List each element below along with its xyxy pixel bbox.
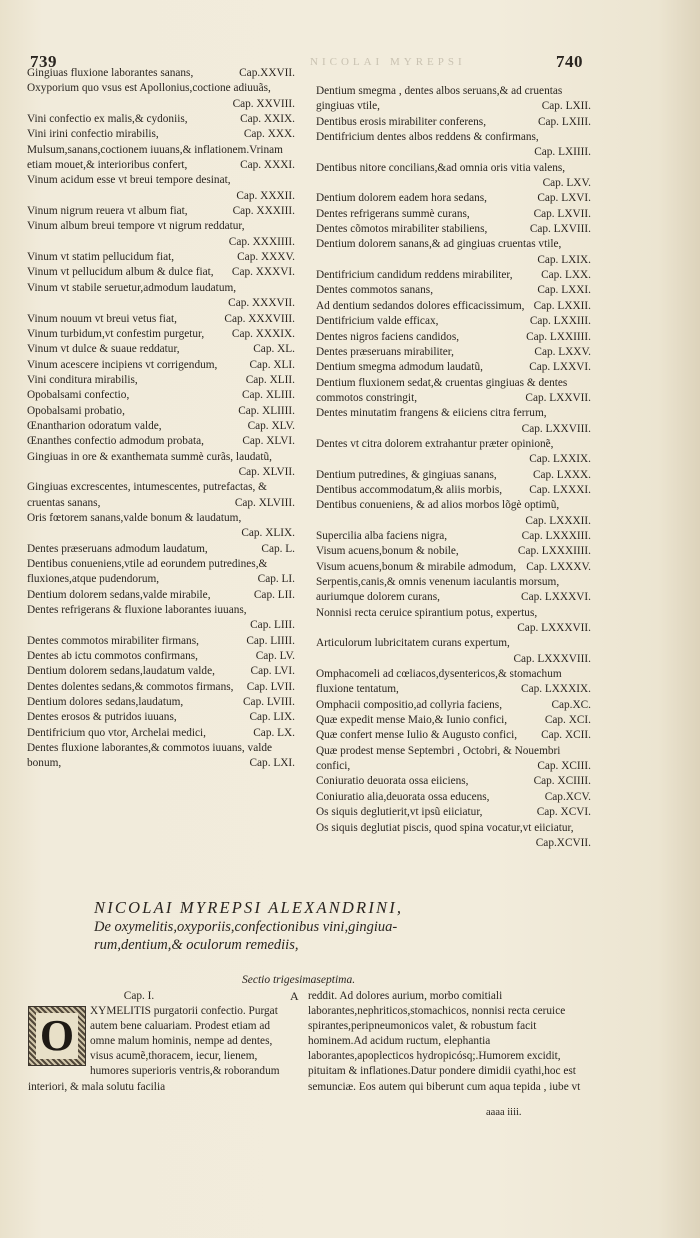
entry-text: Dentibus erosis mirabiliter conferens, bbox=[316, 115, 487, 128]
contents-entry bbox=[316, 130, 591, 161]
entry-chapter: Cap. LVII. bbox=[246, 680, 295, 693]
entry-text: Vini conditura mirabilis, bbox=[27, 373, 138, 386]
entry-text: Dentium dolorem sedans,laudatum valde, bbox=[27, 665, 215, 678]
entry-chapter: Cap. LXII. bbox=[541, 100, 591, 113]
contents-entry bbox=[316, 728, 591, 743]
entry-text: Dentibus accommodatum,& aliis morbis, bbox=[316, 483, 503, 496]
entry-text: Oris fœtorem sanans,valde bonum & laudatum, bbox=[27, 511, 242, 524]
contents-entry bbox=[316, 636, 591, 667]
contents-entry bbox=[316, 744, 591, 775]
entry-chapter: Cap. LXVII. bbox=[533, 207, 591, 220]
entry-text: Dentium dolorem eadem hora sedans, bbox=[316, 192, 487, 205]
contents-entry bbox=[27, 265, 295, 280]
entry-text: Supercilia alba faciens nigra, bbox=[316, 529, 448, 542]
entry-text: Dentes erosos & putridos iuuans, bbox=[27, 711, 177, 724]
entry-chapter: Cap. XCIII. bbox=[537, 760, 591, 773]
entry-chapter: Cap. LXI. bbox=[249, 757, 295, 770]
entry-chapter: Cap. XCII. bbox=[541, 729, 591, 742]
contents-entry bbox=[316, 575, 591, 606]
contents-entry bbox=[27, 388, 295, 403]
entry-text: Dentium dolores sedans,laudatum, bbox=[27, 696, 184, 709]
contents-entry bbox=[27, 710, 295, 725]
entry-chapter: Cap. LXX. bbox=[541, 269, 591, 282]
contents-entry bbox=[316, 161, 591, 192]
entry-chapter: Cap. LXXII. bbox=[533, 299, 591, 312]
contents-entry bbox=[316, 698, 591, 713]
contents-entry bbox=[316, 360, 591, 375]
entry-text: Dentifricium candidum reddens mirabiliter, bbox=[316, 269, 513, 282]
entry-chapter: Cap. XCVI. bbox=[536, 806, 591, 819]
entry-text: Visum acuens,bonum & nobile, bbox=[316, 545, 459, 558]
contents-entry bbox=[27, 250, 295, 265]
entry-chapter: Cap. XLIIII. bbox=[238, 404, 295, 417]
entry-text: Os siquis deglutiat piscis, quod spina vocatur,vt eiiciatur, bbox=[316, 821, 574, 834]
entry-text: Ad dentium sedandos dolores efficacissimum, bbox=[316, 299, 525, 312]
entry-chapter: Cap. XXXVIII. bbox=[224, 312, 295, 325]
signature-mark: aaaa iiii. bbox=[486, 1107, 522, 1118]
entry-chapter: Cap. XLIII. bbox=[241, 389, 295, 402]
entry-text: Dentium dolorem sedans,valde mirabile, bbox=[27, 588, 211, 601]
entry-chapter: Cap. LXIX. bbox=[537, 253, 591, 266]
contents-entry bbox=[316, 406, 591, 437]
entry-chapter: Cap. LXXIII. bbox=[529, 315, 591, 328]
section-title: NICOLAI MYREPSI ALEXANDRINI, bbox=[94, 898, 404, 917]
entry-text: Dentium smegma admodum laudatũ, bbox=[316, 361, 483, 374]
entry-text: Vini confectio ex malis,& cydoniis, bbox=[27, 113, 188, 126]
contents-entry bbox=[27, 557, 295, 588]
entry-text: Gingiuas fluxione laborantes sanans, bbox=[27, 67, 194, 79]
contents-entry bbox=[316, 437, 591, 468]
entry-chapter: Cap. LXXVIII. bbox=[521, 422, 591, 435]
contents-entry bbox=[316, 283, 591, 298]
entry-chapter: Cap. XXXI. bbox=[240, 159, 295, 172]
contents-entry bbox=[27, 312, 295, 327]
entry-chapter: Cap. LXXVII. bbox=[525, 391, 591, 404]
entry-chapter: Cap. XL. bbox=[253, 343, 295, 356]
entry-text: Vinum turbidum,vt confestim purgetur, bbox=[27, 327, 205, 340]
entry-text: Dentes vt citra dolorem extrahantur præter opinionẽ, bbox=[316, 437, 554, 450]
entry-text: Vinum album breui tempore vt nigrum reddatur, bbox=[27, 220, 245, 233]
entry-text: Nonnisi recta ceruice spirantium potus, expertus, bbox=[316, 606, 538, 619]
contents-entry bbox=[27, 281, 295, 312]
section-subtitle-line2: rum,dentium,& oculorum remediis, bbox=[94, 937, 299, 953]
contents-entry bbox=[27, 219, 295, 250]
contents-entry bbox=[27, 358, 295, 373]
entry-chapter: Cap. LXIII. bbox=[537, 115, 591, 128]
contents-entry bbox=[27, 419, 295, 434]
contents-entry bbox=[27, 726, 295, 741]
body-text-right: reddit. Ad dolores aurium, morbo comitiali laborantes,nephriticos,stomachicos, nonnisi recta ceruice spirantes,peripneumonicos valet, & robustum facit hominem.Ad acidum ructum, elephantia laborantes,apoplecticos hydropicósq;.Humorem excidit, pituitam & inflationes.Datur pondere dimidii cyathi,hoc est semunciæ. Eos autem qui biberunt cum aqua tepida , iube vt bbox=[308, 990, 581, 1093]
entry-text: Dentes nigros faciens candidos, bbox=[316, 330, 460, 343]
entry-text: Omphacomeli ad cœliacos,dysentericos,& stomachum fluxione tentatum, bbox=[316, 668, 562, 696]
contents-entry bbox=[316, 498, 591, 529]
contents-entry bbox=[316, 606, 591, 637]
entry-chapter: Cap. L. bbox=[261, 542, 295, 555]
entry-text: Dentes ab ictu commotos confirmans, bbox=[27, 650, 198, 663]
contents-entry bbox=[27, 649, 295, 664]
entry-chapter: Cap. XLVII. bbox=[238, 465, 295, 478]
entry-text: Dentium putredines, & gingiuas sanans, bbox=[316, 468, 497, 481]
entry-text: Dentibus conueniens,vtile ad eorundem putredines,& fluxiones,atque pudendorum, bbox=[27, 558, 268, 586]
entry-chapter: Cap. LXXXVII. bbox=[517, 622, 591, 635]
entry-chapter: Cap. XCIIII. bbox=[533, 775, 591, 788]
entry-chapter: Cap. XCI. bbox=[544, 714, 591, 727]
entry-chapter: Cap. XXXIIII. bbox=[228, 235, 295, 248]
entry-text: Dentibus nitore concilians,&ad omnia oris vitia valens, bbox=[316, 161, 566, 174]
contents-left-column bbox=[27, 66, 295, 772]
entry-chapter: Cap. LXXXV. bbox=[526, 560, 591, 573]
entry-chapter: Cap. XXXVII. bbox=[228, 297, 295, 310]
contents-entry bbox=[27, 603, 295, 634]
contents-entry bbox=[27, 404, 295, 419]
entry-chapter: Cap. LXXXIII. bbox=[521, 529, 591, 542]
entry-text: Quæ expedit mense Maio,& Iunio confici, bbox=[316, 714, 508, 727]
contents-entry bbox=[27, 143, 295, 174]
running-head: NICOLAI MYREPSI bbox=[310, 56, 466, 68]
body-left-column bbox=[28, 989, 290, 1095]
entry-chapter: Cap. LXXI. bbox=[537, 284, 591, 297]
contents-entry bbox=[27, 480, 295, 511]
contents-entry bbox=[316, 345, 591, 360]
entry-chapter: Cap. XLVI. bbox=[242, 435, 295, 448]
entry-chapter: Cap. LXVIII. bbox=[529, 223, 591, 236]
entry-chapter: Cap. XXXIII. bbox=[232, 205, 295, 218]
entry-chapter: Cap.XXVII. bbox=[239, 67, 295, 79]
entry-chapter: Cap. XLIX. bbox=[241, 527, 295, 540]
entry-chapter: Cap. XXXVI. bbox=[231, 266, 295, 279]
contents-entry bbox=[316, 299, 591, 314]
entry-text: Vini irini confectio mirabilis, bbox=[27, 128, 159, 141]
page-number-left: 739 bbox=[30, 52, 57, 71]
entry-text: Dentes minutatim frangens & eiiciens citra ferrum, bbox=[316, 407, 547, 420]
entry-text: Dentes cõmotos mirabiliter stabiliens, bbox=[316, 223, 488, 236]
contents-entry bbox=[316, 774, 591, 789]
entry-text: Coniuratio alia,deuorata ossa educens, bbox=[316, 790, 490, 803]
entry-text: Mulsum,sanans,coctionem iuuans,& inflationem.Vrinam etiam mouet,& interioribus confert, bbox=[27, 143, 283, 172]
entry-text: Os siquis deglutierit,vt ipsũ eiiciatur, bbox=[316, 806, 483, 819]
contents-entry bbox=[27, 542, 295, 557]
entry-text: Dentes fluxione laborantes,& commotos iuuans, valde bonum, bbox=[27, 742, 273, 770]
section-heading bbox=[94, 898, 594, 986]
body-text-left: XYMELITIS purgatorii confectio. Purgat autem bene caluariam. Prodest etiam ad omne malum hominis, nempe ad dentes, visus acumẽ,thoracem, iecur, lienem, humores superioris ventris,& roborandum interiori, & mala solutu facilia bbox=[28, 1005, 280, 1093]
contents-entry bbox=[316, 529, 591, 544]
entry-chapter: Cap. XLVIII. bbox=[234, 496, 295, 509]
contents-entry bbox=[27, 680, 295, 695]
contents-entry bbox=[27, 434, 295, 449]
contents-entry bbox=[316, 84, 591, 115]
entry-chapter: Cap. LI. bbox=[257, 573, 295, 586]
contents-entry bbox=[316, 237, 591, 268]
contents-entry bbox=[27, 342, 295, 357]
entry-text: Dentifricium dentes albos reddens & confirmans, bbox=[316, 131, 539, 144]
entry-text: Dentium dolorem sanans,& ad gingiuas cruentas vtile, bbox=[316, 238, 562, 251]
contents-entry bbox=[316, 376, 591, 407]
entry-text: Dentifricium valde efficax, bbox=[316, 315, 439, 328]
contents-entry bbox=[316, 268, 591, 283]
entry-chapter: Cap. LV. bbox=[255, 650, 295, 663]
entry-text: Dentes commotos sanans, bbox=[316, 284, 434, 297]
entry-chapter: Cap. LXXXI. bbox=[529, 483, 591, 496]
entry-text: Dentes præseruans admodum laudatum, bbox=[27, 542, 208, 555]
entry-chapter: Cap. LXXIIII. bbox=[526, 330, 591, 343]
contents-entry bbox=[316, 667, 591, 698]
entry-chapter: Cap. LVIII. bbox=[243, 696, 295, 709]
page-number-right: 740 bbox=[556, 52, 583, 71]
entry-chapter: Cap. XXXII. bbox=[236, 189, 295, 202]
entry-chapter: Cap. LXVI. bbox=[537, 192, 591, 205]
contents-entry bbox=[316, 790, 591, 805]
entry-text: Gingiuas excrescentes, intumescentes, putrefactas, & cruentas sanans, bbox=[27, 481, 267, 509]
entry-text: Dentes refrigerans summè curans, bbox=[316, 207, 470, 220]
entry-chapter: Cap. XXXIX. bbox=[231, 327, 295, 340]
entry-chapter: Cap. LIII. bbox=[250, 619, 295, 632]
entry-text: Œnanthes confectio admodum probata, bbox=[27, 435, 204, 448]
contents-entry bbox=[27, 450, 295, 481]
contents-entry bbox=[316, 560, 591, 575]
contents-entry bbox=[27, 173, 295, 204]
entry-text: Opobalsami probatio, bbox=[27, 404, 125, 417]
entry-text: Quæ prodest mense Septembri , Octobri, & Nouembri confici, bbox=[316, 744, 561, 773]
entry-text: Vinum nigrum reuera vt album fiat, bbox=[27, 205, 188, 218]
entry-text: Dentium smegma , dentes albos seruans,& ad cruentas gingiuas vtile, bbox=[316, 85, 563, 113]
decorated-initial: O bbox=[28, 1006, 86, 1066]
entry-text: Vinum vt statim pellucidum fiat, bbox=[27, 251, 175, 264]
entry-chapter: Cap.XCV. bbox=[544, 790, 591, 803]
contents-entry bbox=[316, 713, 591, 728]
contents-entry bbox=[316, 191, 591, 206]
contents-entry bbox=[27, 81, 295, 112]
entry-chapter: Cap. LXV. bbox=[542, 177, 591, 190]
entry-text: Vinum acescere incipiens vt corrigendum, bbox=[27, 358, 218, 371]
entry-text: Dentes præseruans mirabiliter, bbox=[316, 345, 454, 358]
entry-chapter: Cap. XXIX. bbox=[240, 113, 295, 126]
section-number: Sectio trigesimaseptima. bbox=[242, 974, 356, 986]
contents-entry bbox=[316, 115, 591, 130]
contents-entry bbox=[27, 66, 295, 81]
entry-chapter: Cap. LXXXIX. bbox=[521, 683, 591, 696]
contents-entry bbox=[27, 373, 295, 388]
contents-entry bbox=[27, 741, 295, 772]
contents-entry bbox=[27, 204, 295, 219]
entry-text: Vinum acidum esse vt breui tempore desinat, bbox=[27, 174, 231, 187]
entry-text: Coniuratio deuorata ossa eiiciens, bbox=[316, 775, 469, 788]
contents-right-column bbox=[316, 84, 591, 851]
contents-entry bbox=[27, 327, 295, 342]
entry-text: Quæ confert mense Iulio & Augusto confici, bbox=[316, 729, 518, 742]
entry-chapter: Cap. XLV. bbox=[247, 419, 295, 432]
entry-chapter: Cap. LXIIII. bbox=[534, 146, 591, 159]
entry-text: Opobalsami confectio, bbox=[27, 389, 130, 402]
entry-chapter: Cap. LIIII. bbox=[246, 634, 295, 647]
entry-chapter: Cap. LXXV. bbox=[534, 345, 591, 358]
contents-entry bbox=[316, 821, 591, 852]
entry-chapter: Cap. LXXIX. bbox=[529, 453, 591, 466]
entry-text: Vinum vt dulce & suaue reddatur, bbox=[27, 343, 180, 356]
entry-chapter: Cap. XLII. bbox=[245, 373, 295, 386]
margin-marker: A bbox=[290, 989, 299, 1003]
entry-text: Serpentis,canis,& omnis venenum iaculantis morsum, auriumque dolorem curans, bbox=[316, 576, 560, 604]
entry-chapter: Cap. XXX. bbox=[243, 128, 295, 141]
contents-entry bbox=[27, 127, 295, 142]
entry-text: Dentes refrigerans & fluxione laborantes iuuans, bbox=[27, 604, 247, 617]
contents-entry bbox=[316, 805, 591, 820]
body-right-column bbox=[290, 989, 596, 1095]
contents-entry bbox=[316, 207, 591, 222]
entry-text: Oxyporium quo vsus est Apollonius,coctione adiuuãs, bbox=[27, 82, 271, 95]
entry-chapter: Cap.XC. bbox=[551, 698, 591, 711]
entry-text: Dentes dolentes sedans,& commotos firmans, bbox=[27, 680, 234, 693]
contents-entry bbox=[316, 544, 591, 559]
entry-text: Omphacii compositio,ad collyria faciens, bbox=[316, 698, 503, 711]
entry-chapter: Cap. XXVIII. bbox=[232, 97, 295, 110]
chapter-heading: Cap. I. bbox=[123, 990, 155, 1002]
contents-entry bbox=[316, 330, 591, 345]
contents-entry bbox=[27, 511, 295, 542]
entry-text: Œnantharion odoratum valde, bbox=[27, 419, 162, 432]
entry-text: Gingiuas in ore & exanthemata summè curãs, laudatũ, bbox=[27, 450, 273, 463]
entry-chapter: Cap.XCVII. bbox=[535, 836, 591, 849]
entry-chapter: Cap. LVI. bbox=[250, 665, 295, 678]
entry-text: Vinum vt pellucidum album & dulce fiat, bbox=[27, 266, 214, 279]
contents-entry bbox=[316, 468, 591, 483]
entry-text: Vinum nouum vt breui vetus fiat, bbox=[27, 312, 177, 325]
entry-chapter: Cap. LII. bbox=[253, 588, 295, 601]
contents-entry bbox=[27, 664, 295, 679]
section-subtitle-line1: De oxymelitis,oxyporiis,confectionibus vini,gingiua- bbox=[94, 918, 398, 935]
contents-entry bbox=[316, 222, 591, 237]
entry-chapter: Cap. LXXVI. bbox=[529, 361, 591, 374]
contents-entry bbox=[316, 314, 591, 329]
entry-chapter: Cap. LX. bbox=[253, 726, 295, 739]
contents-entry bbox=[27, 695, 295, 710]
contents-entry bbox=[27, 588, 295, 603]
entry-text: Articulorum lubricitatem curans expertum, bbox=[316, 637, 510, 650]
entry-text: Dentium fluxionem sedat,& cruentas gingiuas & dentes commotos constringit, bbox=[316, 376, 568, 404]
contents-entry bbox=[27, 112, 295, 127]
entry-text: Dentibus conueniens, & ad alios morbos lõgè optimũ, bbox=[316, 499, 560, 512]
entry-chapter: Cap. LXXXIIII. bbox=[517, 545, 591, 558]
entry-chapter: Cap. LXXXVI. bbox=[521, 591, 591, 604]
entry-text: Dentifricium quo vtor, Archelai medici, bbox=[27, 726, 206, 739]
entry-chapter: Cap. LIX. bbox=[249, 711, 295, 724]
contents-entry bbox=[27, 634, 295, 649]
entry-text: Vinum vt stabile seruetur,admodum laudatum, bbox=[27, 281, 237, 294]
entry-text: Visum acuens,bonum & mirabile admodum, bbox=[316, 560, 517, 573]
entry-text: Dentes commotos mirabiliter firmans, bbox=[27, 634, 199, 647]
entry-chapter: Cap. LXXX. bbox=[532, 468, 591, 481]
contents-entry bbox=[316, 483, 591, 498]
entry-chapter: Cap. LXXXII. bbox=[525, 514, 591, 527]
entry-chapter: Cap. XLI. bbox=[249, 358, 295, 371]
entry-chapter: Cap. LXXXVIII. bbox=[513, 652, 591, 665]
entry-chapter: Cap. XXXV. bbox=[237, 251, 295, 264]
